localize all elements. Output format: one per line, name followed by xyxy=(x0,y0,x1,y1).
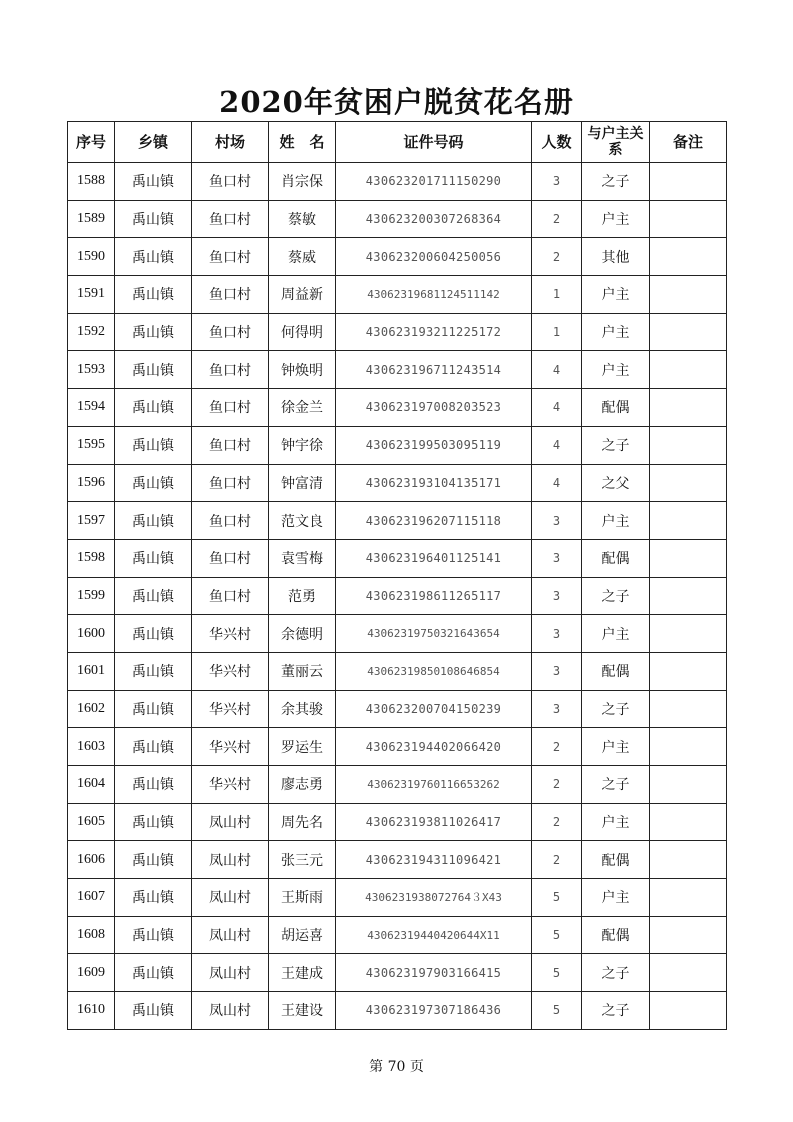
table-row xyxy=(68,766,727,804)
cell-remarks xyxy=(650,766,727,804)
table-row xyxy=(68,577,727,615)
cell-id-number: 430623197903166415 xyxy=(336,954,532,992)
cell-village: 鱼口村 xyxy=(192,276,269,314)
cell-name: 范勇 xyxy=(269,577,336,615)
cell-seq: 1608 xyxy=(68,916,115,954)
cell-township: 禹山镇 xyxy=(115,916,192,954)
table-row xyxy=(68,464,727,502)
cell-name: 罗运生 xyxy=(269,728,336,766)
cell-household-size: 3 xyxy=(532,163,582,201)
cell-village: 鱼口村 xyxy=(192,163,269,201)
cell-seq: 1603 xyxy=(68,728,115,766)
cell-township: 禹山镇 xyxy=(115,615,192,653)
cell-township: 禹山镇 xyxy=(115,351,192,389)
cell-id-number: 430623201711150290 xyxy=(336,163,532,201)
cell-household-size: 2 xyxy=(532,841,582,879)
cell-name: 蔡威 xyxy=(269,238,336,276)
cell-township: 禹山镇 xyxy=(115,313,192,351)
cell-id-number: 430623194311096421 xyxy=(336,841,532,879)
cell-remarks xyxy=(650,276,727,314)
cell-household-size: 2 xyxy=(532,200,582,238)
cell-household-size: 5 xyxy=(532,879,582,917)
cell-id-number: 430623193104135171 xyxy=(336,464,532,502)
cell-seq: 1593 xyxy=(68,351,115,389)
cell-relation: 之子 xyxy=(582,954,650,992)
cell-id-number: 430623198611265117 xyxy=(336,577,532,615)
cell-township: 禹山镇 xyxy=(115,539,192,577)
header-village: 村场 xyxy=(192,122,269,163)
table-row xyxy=(68,163,727,201)
cell-village: 鱼口村 xyxy=(192,539,269,577)
cell-seq: 1610 xyxy=(68,992,115,1030)
cell-seq: 1588 xyxy=(68,163,115,201)
cell-seq: 1604 xyxy=(68,766,115,804)
roster-body xyxy=(68,163,727,1030)
cell-township: 禹山镇 xyxy=(115,200,192,238)
cell-township: 禹山镇 xyxy=(115,879,192,917)
table-row xyxy=(68,841,727,879)
cell-township: 禹山镇 xyxy=(115,652,192,690)
cell-name: 胡运喜 xyxy=(269,916,336,954)
cell-household-size: 2 xyxy=(532,728,582,766)
cell-village: 鱼口村 xyxy=(192,464,269,502)
cell-id-number: 430623200604250056 xyxy=(336,238,532,276)
cell-seq: 1591 xyxy=(68,276,115,314)
cell-remarks xyxy=(650,803,727,841)
cell-remarks xyxy=(650,879,727,917)
cell-household-size: 3 xyxy=(532,577,582,615)
cell-relation: 其他 xyxy=(582,238,650,276)
header-name: 姓 名 xyxy=(269,122,336,163)
cell-id-number: 430623194402066420 xyxy=(336,728,532,766)
cell-village: 凤山村 xyxy=(192,916,269,954)
cell-relation: 户主 xyxy=(582,502,650,540)
cell-relation: 配偶 xyxy=(582,539,650,577)
cell-remarks xyxy=(650,163,727,201)
table-row xyxy=(68,276,727,314)
cell-household-size: 1 xyxy=(532,313,582,351)
table-row xyxy=(68,539,727,577)
cell-remarks xyxy=(650,238,727,276)
cell-id-number: 430623193211225172 xyxy=(336,313,532,351)
cell-relation: 户主 xyxy=(582,803,650,841)
cell-village: 凤山村 xyxy=(192,954,269,992)
cell-name: 肖宗保 xyxy=(269,163,336,201)
cell-remarks xyxy=(650,954,727,992)
header-seq: 序号 xyxy=(68,122,115,163)
cell-household-size: 3 xyxy=(532,615,582,653)
cell-household-size: 5 xyxy=(532,992,582,1030)
cell-remarks xyxy=(650,426,727,464)
page-number: 第 70 页 xyxy=(369,1059,424,1075)
cell-id-number: 430623199503095119 xyxy=(336,426,532,464)
cell-seq: 1602 xyxy=(68,690,115,728)
cell-household-size: 3 xyxy=(532,652,582,690)
cell-relation: 户主 xyxy=(582,615,650,653)
cell-remarks xyxy=(650,992,727,1030)
cell-seq: 1598 xyxy=(68,539,115,577)
cell-id-number: 43062319681124511142 xyxy=(336,276,532,314)
cell-name: 王建设 xyxy=(269,992,336,1030)
cell-remarks xyxy=(650,577,727,615)
cell-remarks xyxy=(650,652,727,690)
cell-id-number: 430623197307186436 xyxy=(336,992,532,1030)
cell-name: 范文良 xyxy=(269,502,336,540)
cell-id-number: 43062319750321643654 xyxy=(336,615,532,653)
table-row xyxy=(68,690,727,728)
cell-village: 凤山村 xyxy=(192,992,269,1030)
cell-seq: 1596 xyxy=(68,464,115,502)
cell-relation: 之子 xyxy=(582,766,650,804)
cell-id-number: 4306231938072764３X43 xyxy=(336,879,532,917)
table-row xyxy=(68,652,727,690)
cell-name: 周先名 xyxy=(269,803,336,841)
cell-remarks xyxy=(650,728,727,766)
table-row xyxy=(68,803,727,841)
cell-relation: 户主 xyxy=(582,351,650,389)
cell-village: 鱼口村 xyxy=(192,502,269,540)
cell-household-size: 3 xyxy=(532,539,582,577)
cell-village: 华兴村 xyxy=(192,652,269,690)
cell-household-size: 2 xyxy=(532,238,582,276)
cell-id-number: 43062319850108646854 xyxy=(336,652,532,690)
table-row xyxy=(68,313,727,351)
cell-township: 禹山镇 xyxy=(115,426,192,464)
cell-village: 凤山村 xyxy=(192,841,269,879)
cell-relation: 配偶 xyxy=(582,841,650,879)
cell-name: 余其骏 xyxy=(269,690,336,728)
cell-village: 鱼口村 xyxy=(192,577,269,615)
cell-relation: 之子 xyxy=(582,992,650,1030)
cell-seq: 1597 xyxy=(68,502,115,540)
cell-remarks xyxy=(650,313,727,351)
cell-village: 鱼口村 xyxy=(192,200,269,238)
cell-relation: 户主 xyxy=(582,276,650,314)
table-row xyxy=(68,351,727,389)
cell-village: 华兴村 xyxy=(192,615,269,653)
table-row xyxy=(68,389,727,427)
cell-name: 廖志勇 xyxy=(269,766,336,804)
cell-remarks xyxy=(650,389,727,427)
cell-relation: 户主 xyxy=(582,879,650,917)
cell-village: 鱼口村 xyxy=(192,389,269,427)
cell-remarks xyxy=(650,351,727,389)
table-row xyxy=(68,200,727,238)
cell-seq: 1609 xyxy=(68,954,115,992)
cell-remarks xyxy=(650,502,727,540)
cell-township: 禹山镇 xyxy=(115,276,192,314)
cell-seq: 1606 xyxy=(68,841,115,879)
cell-seq: 1601 xyxy=(68,652,115,690)
header-relation: 与户主关系 xyxy=(582,122,650,163)
cell-seq: 1607 xyxy=(68,879,115,917)
cell-household-size: 4 xyxy=(532,464,582,502)
table-row xyxy=(68,992,727,1030)
cell-household-size: 1 xyxy=(532,276,582,314)
cell-township: 禹山镇 xyxy=(115,992,192,1030)
cell-relation: 之子 xyxy=(582,690,650,728)
cell-relation: 户主 xyxy=(582,728,650,766)
cell-relation: 之子 xyxy=(582,163,650,201)
cell-township: 禹山镇 xyxy=(115,728,192,766)
cell-household-size: 3 xyxy=(532,690,582,728)
cell-village: 华兴村 xyxy=(192,690,269,728)
cell-village: 鱼口村 xyxy=(192,351,269,389)
cell-seq: 1594 xyxy=(68,389,115,427)
cell-village: 鱼口村 xyxy=(192,238,269,276)
cell-relation: 配偶 xyxy=(582,389,650,427)
cell-name: 徐金兰 xyxy=(269,389,336,427)
cell-relation: 户主 xyxy=(582,200,650,238)
table-row xyxy=(68,728,727,766)
cell-township: 禹山镇 xyxy=(115,803,192,841)
cell-name: 袁雪梅 xyxy=(269,539,336,577)
table-row xyxy=(68,954,727,992)
cell-household-size: 5 xyxy=(532,916,582,954)
cell-seq: 1589 xyxy=(68,200,115,238)
cell-remarks xyxy=(650,539,727,577)
cell-name: 董丽云 xyxy=(269,652,336,690)
table-row xyxy=(68,615,727,653)
cell-township: 禹山镇 xyxy=(115,954,192,992)
cell-name: 钟富清 xyxy=(269,464,336,502)
cell-id-number: 430623200704150239 xyxy=(336,690,532,728)
cell-township: 禹山镇 xyxy=(115,238,192,276)
cell-village: 鱼口村 xyxy=(192,313,269,351)
cell-township: 禹山镇 xyxy=(115,577,192,615)
cell-id-number: 430623197008203523 xyxy=(336,389,532,427)
cell-name: 张三元 xyxy=(269,841,336,879)
cell-id-number: 430623196711243514 xyxy=(336,351,532,389)
cell-seq: 1599 xyxy=(68,577,115,615)
cell-village: 凤山村 xyxy=(192,879,269,917)
table-row xyxy=(68,502,727,540)
cell-household-size: 4 xyxy=(532,351,582,389)
cell-name: 王斯雨 xyxy=(269,879,336,917)
cell-remarks xyxy=(650,916,727,954)
cell-household-size: 5 xyxy=(532,954,582,992)
cell-township: 禹山镇 xyxy=(115,841,192,879)
cell-id-number: 430623200307268364 xyxy=(336,200,532,238)
cell-relation: 户主 xyxy=(582,313,650,351)
cell-remarks xyxy=(650,200,727,238)
cell-township: 禹山镇 xyxy=(115,502,192,540)
cell-household-size: 4 xyxy=(532,426,582,464)
cell-household-size: 3 xyxy=(532,502,582,540)
cell-name: 何得明 xyxy=(269,313,336,351)
cell-id-number: 43062319440420644X11 xyxy=(336,916,532,954)
cell-name: 周益新 xyxy=(269,276,336,314)
cell-household-size: 2 xyxy=(532,803,582,841)
cell-remarks xyxy=(650,841,727,879)
cell-village: 鱼口村 xyxy=(192,426,269,464)
cell-township: 禹山镇 xyxy=(115,163,192,201)
cell-name: 钟焕明 xyxy=(269,351,336,389)
cell-household-size: 4 xyxy=(532,389,582,427)
cell-seq: 1595 xyxy=(68,426,115,464)
cell-relation: 之子 xyxy=(582,577,650,615)
cell-village: 华兴村 xyxy=(192,766,269,804)
header-household-size: 人数 xyxy=(532,122,582,163)
cell-relation: 之子 xyxy=(582,426,650,464)
cell-township: 禹山镇 xyxy=(115,766,192,804)
cell-seq: 1605 xyxy=(68,803,115,841)
cell-relation: 之父 xyxy=(582,464,650,502)
cell-id-number: 430623193811026417 xyxy=(336,803,532,841)
cell-village: 华兴村 xyxy=(192,728,269,766)
cell-name: 钟宇徐 xyxy=(269,426,336,464)
header-id-number: 证件号码 xyxy=(336,122,532,163)
cell-township: 禹山镇 xyxy=(115,464,192,502)
cell-seq: 1600 xyxy=(68,615,115,653)
cell-remarks xyxy=(650,464,727,502)
header-township: 乡镇 xyxy=(115,122,192,163)
cell-remarks xyxy=(650,690,727,728)
cell-relation: 配偶 xyxy=(582,916,650,954)
header-remarks: 备注 xyxy=(650,122,727,163)
cell-township: 禹山镇 xyxy=(115,690,192,728)
cell-name: 余德明 xyxy=(269,615,336,653)
table-row xyxy=(68,916,727,954)
cell-name: 蔡敏 xyxy=(269,200,336,238)
cell-seq: 1590 xyxy=(68,238,115,276)
table-row xyxy=(68,238,727,276)
cell-id-number: 43062319760116653262 xyxy=(336,766,532,804)
roster-table xyxy=(67,121,727,1030)
cell-seq: 1592 xyxy=(68,313,115,351)
cell-relation: 配偶 xyxy=(582,652,650,690)
table-row xyxy=(68,879,727,917)
cell-id-number: 430623196207115118 xyxy=(336,502,532,540)
document-title: 2020年贫困户脱贫花名册 xyxy=(219,85,574,119)
cell-remarks xyxy=(650,615,727,653)
cell-township: 禹山镇 xyxy=(115,389,192,427)
cell-id-number: 430623196401125141 xyxy=(336,539,532,577)
cell-name: 王建成 xyxy=(269,954,336,992)
cell-household-size: 2 xyxy=(532,766,582,804)
table-header-row xyxy=(68,122,727,163)
table-row xyxy=(68,426,727,464)
cell-village: 凤山村 xyxy=(192,803,269,841)
